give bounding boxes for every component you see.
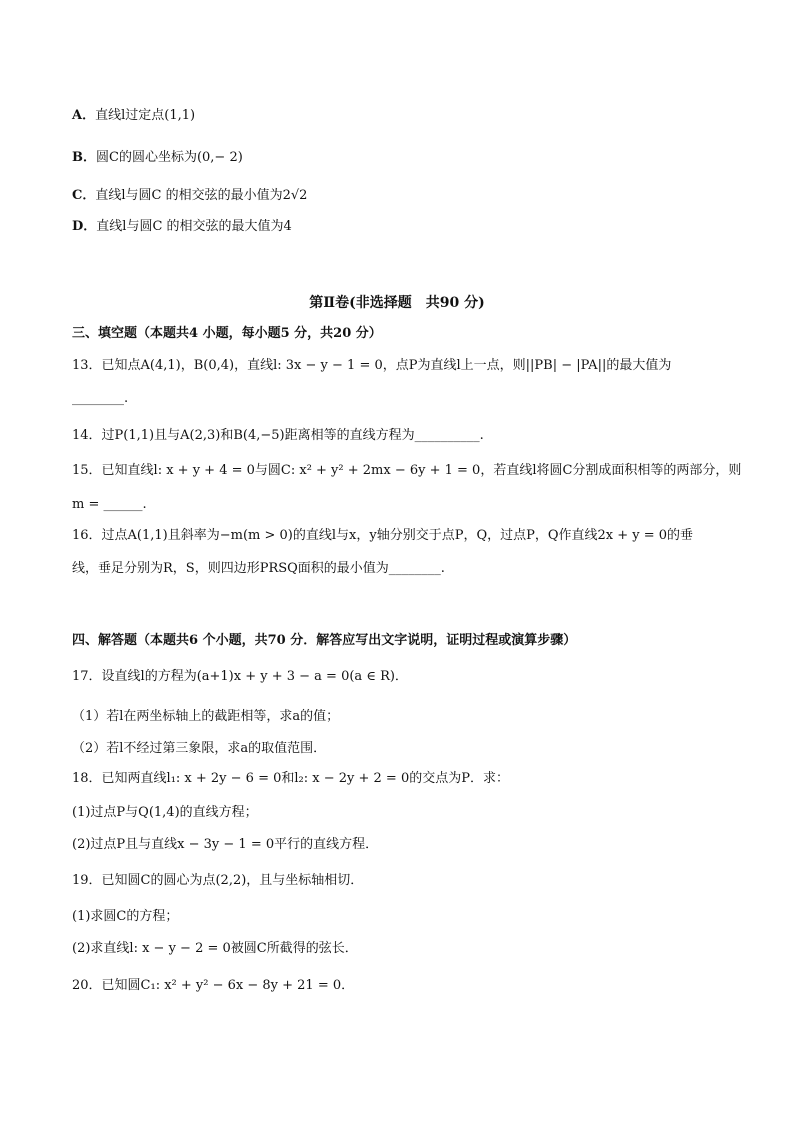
question-13-blank: ________. — [72, 391, 129, 406]
option-c-text: 直线l与圆C 的相交弦的最小值为2√2 — [95, 188, 308, 203]
question-15-blank: m = ______. — [72, 497, 147, 512]
option-c — [72, 187, 307, 205]
question-19-part2: (2)求直线l: x − y − 2 = 0被圆C所截得的弦长． — [72, 941, 358, 956]
question-19: 19．已知圆C的圆心为点(2,2)，且与坐标轴相切． — [72, 873, 364, 888]
option-a — [72, 107, 195, 125]
option-b-label: B． — [72, 150, 96, 165]
question-15: 15．已知直线l: x + y + 4 = 0与圆C: x² + y² + 2mx − 6y + 1 = 0，若直线l将圆C分割成面积相等的两部分，则 — [72, 463, 742, 478]
question-18-part1: (1)过点P与Q(1,4)的直线方程； — [72, 805, 258, 820]
option-b — [72, 149, 243, 167]
question-16: 16．过点A(1,1)且斜率为−m(m > 0)的直线l与x，y轴分别交于点P，Q，过点P，Q作直线2x + y = 0的垂 — [72, 528, 694, 543]
question-17-part1: （1）若l在两坐标轴上的截距相等，求a的值； — [72, 709, 340, 724]
question-18-part2: (2)过点P且与直线x − 3y − 1 = 0平行的直线方程． — [72, 837, 379, 852]
part2-title: 第Ⅱ卷(非选择题 共90 分) — [309, 295, 485, 311]
question-20: 20．已知圆C₁: x² + y² − 6x − 8y + 21 = 0． — [72, 978, 355, 993]
question-18: 18．已知两直线l₁: x + 2y − 6 = 0和l₂: x − 2y + 2 = 0的交点为P．求： — [72, 771, 509, 786]
option-a-text: 直线l过定点(1,1) — [95, 108, 196, 123]
option-d-label: D． — [72, 219, 97, 234]
section4-heading: 四、解答题（本题共6 个小题，共70 分．解答应写出文字说明，证明过程或演算步骤） — [72, 633, 577, 648]
question-13: 13．已知点A(4,1)，B(0,4)，直线l: 3x − y − 1 = 0，点P为直线l上一点，则||PB| − |PA||的最大值为 — [72, 358, 672, 373]
section3-heading: 三、填空题（本题共4 小题，每小题5 分，共20 分） — [72, 326, 382, 341]
question-17: 17．设直线l的方程为(a+1)x + y + 3 − a = 0(a ∈ R)． — [72, 669, 408, 684]
option-d — [72, 218, 292, 236]
option-b-text: 圆C的圆心坐标为(0,− 2) — [96, 150, 243, 165]
question-16-line2: 线，垂足分别为R，S，则四边形PRSQ面积的最小值为________. — [72, 561, 445, 576]
question-14: 14．过P(1,1)且与A(2,3)和B(4,−5)距离相等的直线方程为__________. — [72, 428, 484, 443]
question-17-part2: （2）若l不经过第三象限，求a的取值范围． — [72, 741, 327, 756]
question-19-part1: (1)求圆C的方程； — [72, 909, 179, 924]
option-d-text: 直线l与圆C 的相交弦的最大值为4 — [96, 219, 292, 234]
option-c-label: C． — [72, 188, 96, 203]
option-a-label: A． — [72, 108, 96, 123]
